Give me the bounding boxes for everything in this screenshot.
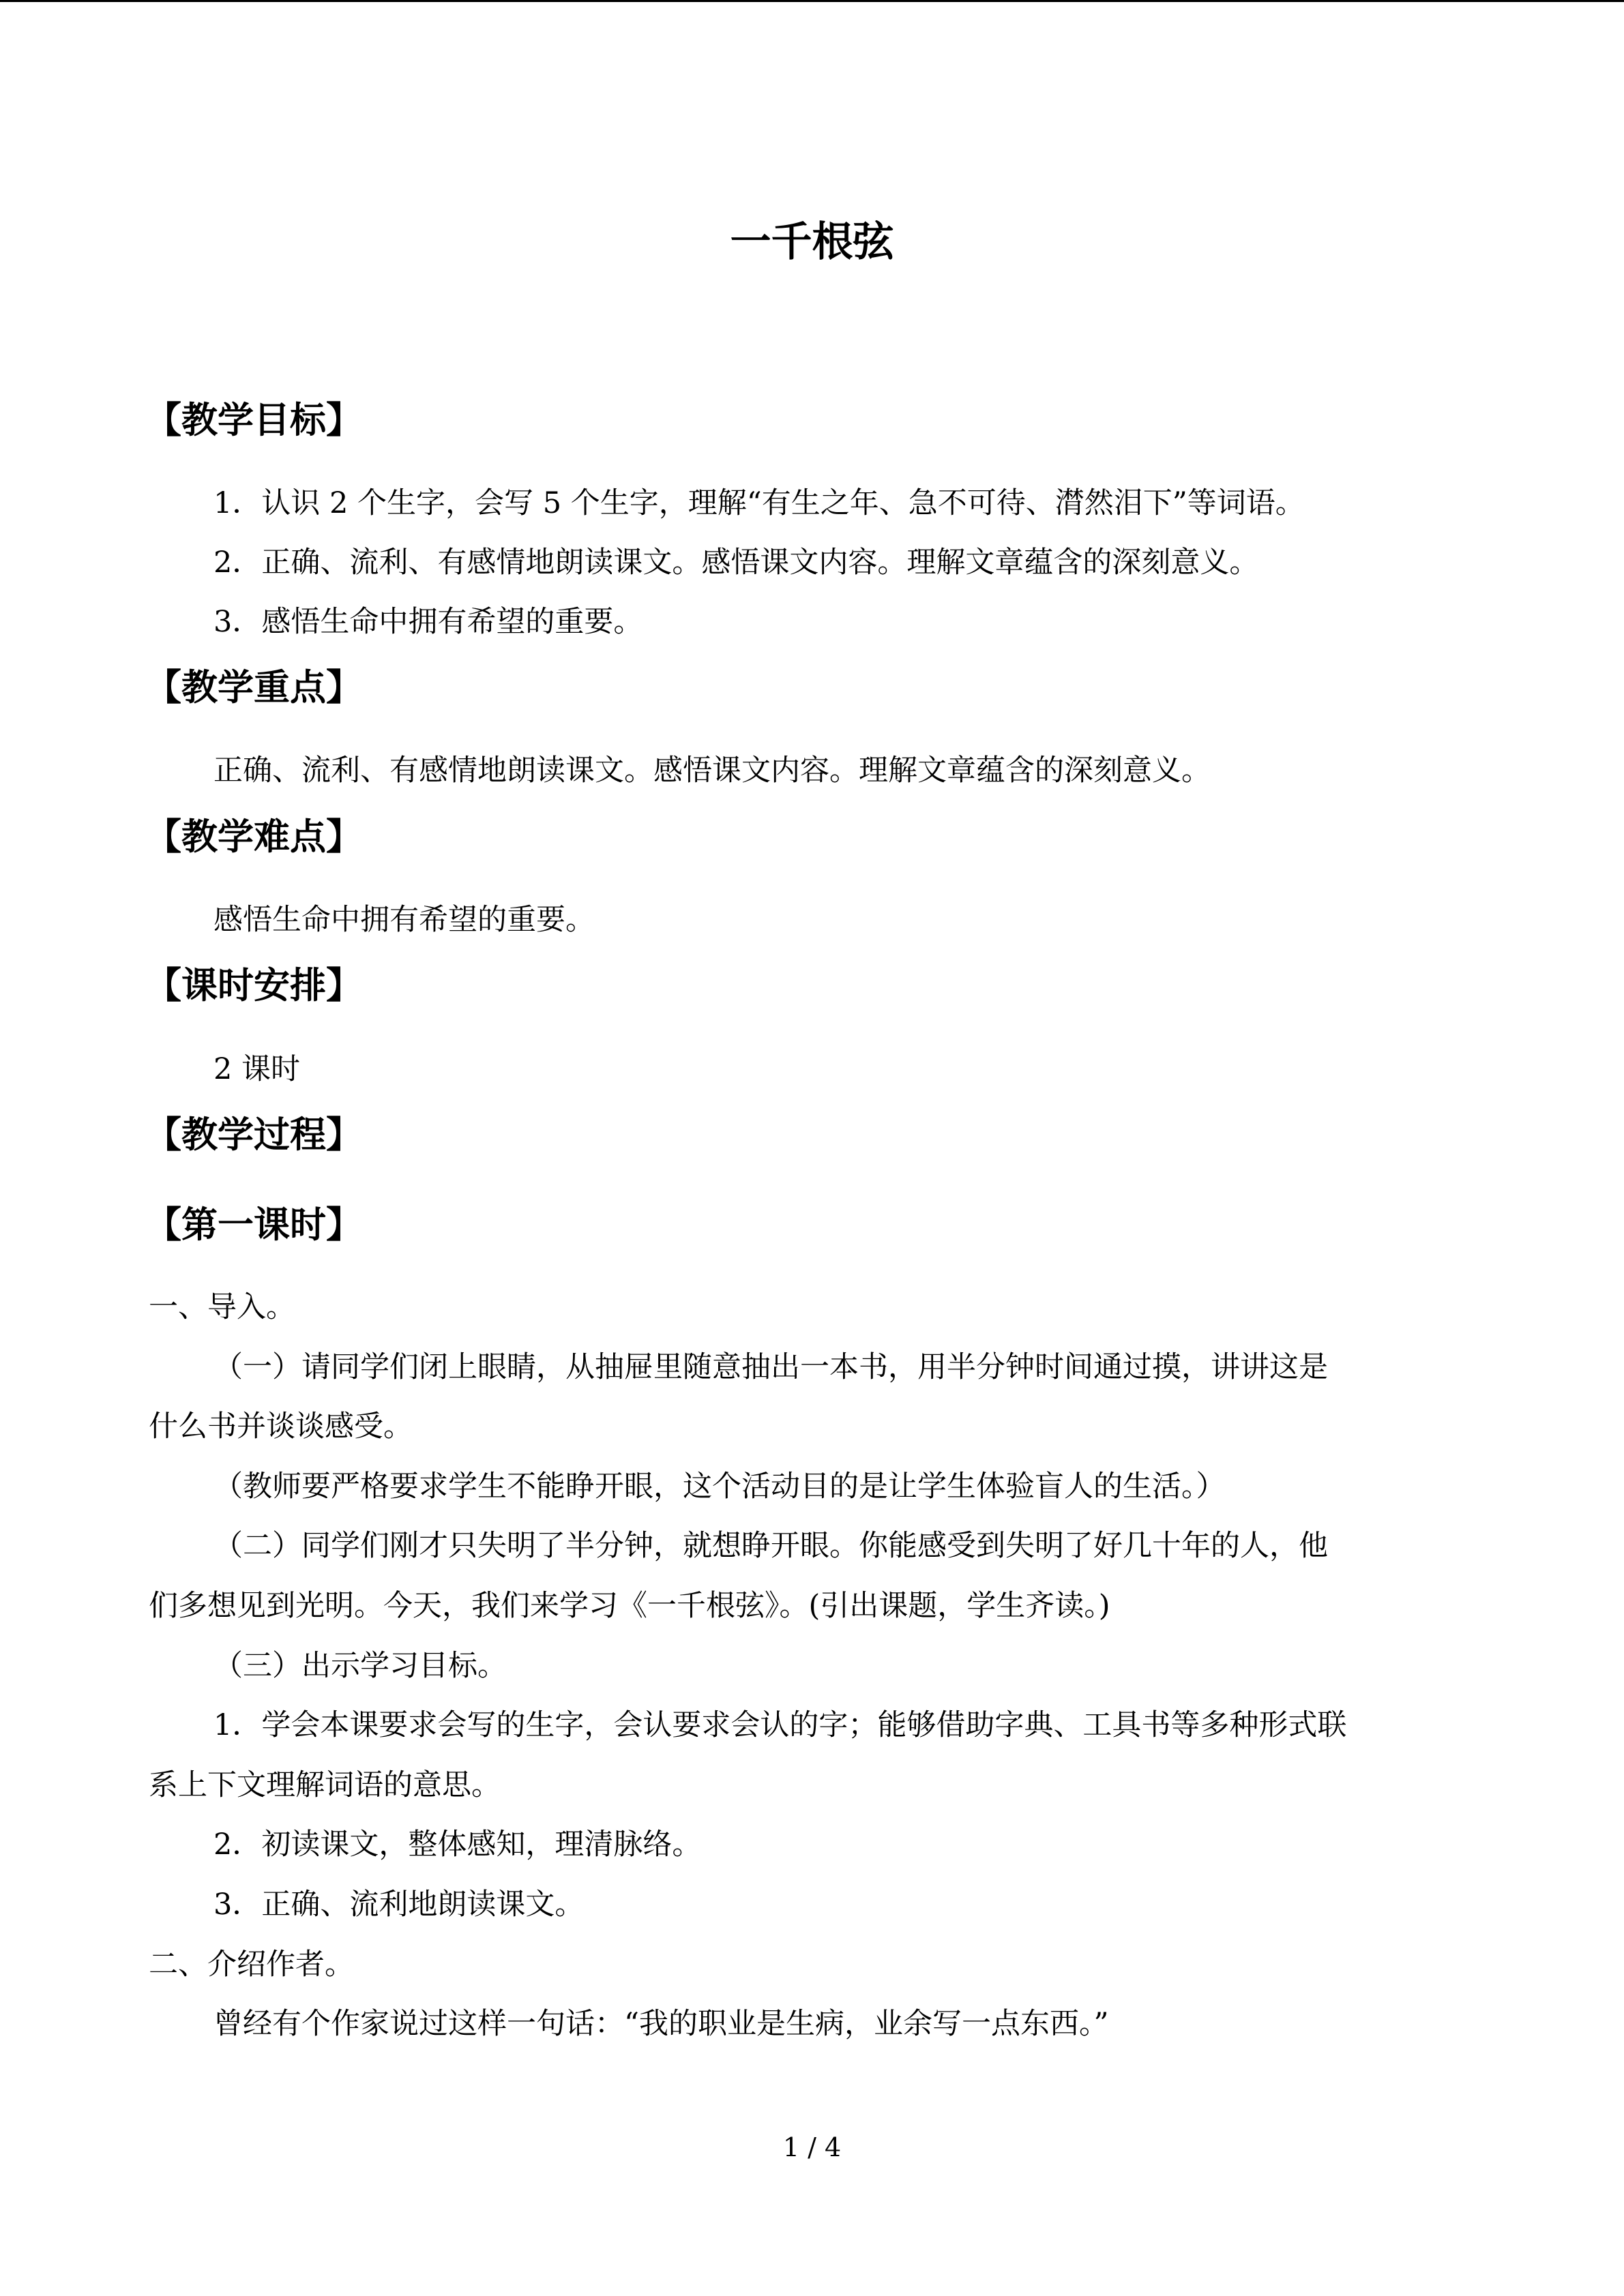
paragraph-line: （二）同学们刚才只失明了半分钟，就想睁开眼。你能感受到失明了好几十年的人，他 [213,1529,1328,1563]
difficulty-heading: 【教学难点】 [145,816,362,858]
objective-item: 1．认识 2 个生字，会写 5 个生字，理解“有生之年、急不可待、潸然泪下”等词语。 [213,486,1305,520]
goal-line: 1．学会本课要求会写的生字，会认要求会认的字；能够借助字典、工具书等多种形式联 [213,1708,1347,1742]
schedule-heading: 【课时安排】 [145,965,362,1007]
paragraph-line: （三）出示学习目标。 [213,1649,507,1683]
key-points-heading: 【教学重点】 [145,667,362,709]
part2-title: 二、介绍作者。 [149,1948,354,1982]
page-indicator: 1 / 4 [782,2132,842,2162]
lesson1-heading: 【第一课时】 [145,1204,362,1246]
schedule-text: 2 课时 [213,1052,301,1086]
goal-line: 3．正确、流利地朗读课文。 [213,1888,585,1922]
objectives-heading: 【教学目标】 [145,400,362,441]
goal-line: 系上下文理解词语的意思。 [149,1768,501,1802]
author-intro: 曾经有个作家说过这样一句话：“我的职业是生病，业余写一点东西。” [213,2007,1109,2041]
difficulty-text: 感悟生命中拥有希望的重要。 [213,903,595,937]
document-title: 一千根弦 [730,218,894,266]
page-top-border [0,0,1624,2]
goal-line: 2．初读课文，整体感知，理清脉络。 [213,1828,702,1862]
paragraph-line: （一）请同学们闭上眼睛，从抽屉里随意抽出一本书，用半分钟时间通过摸，讲讲这是 [213,1350,1328,1384]
paragraph-line: （教师要严格要求学生不能睁开眼，这个活动目的是让学生体验盲人的生活。） [213,1470,1226,1504]
process-heading: 【教学过程】 [145,1114,362,1156]
key-points-text: 正确、流利、有感情地朗读课文。感悟课文内容。理解文章蕴含的深刻意义。 [213,754,1211,788]
part1-title: 一、导入。 [149,1290,295,1324]
objective-item: 3．感悟生命中拥有希望的重要。 [213,605,643,639]
paragraph-line: 什么书并谈谈感受。 [149,1410,413,1444]
paragraph-line: 们多想见到光明。今天，我们来学习《一千根弦》。(引出课题，学生齐读。) [149,1589,1110,1623]
objective-item: 2．正确、流利、有感情地朗读课文。感悟课文内容。理解文章蕴含的深刻意义。 [213,546,1259,580]
